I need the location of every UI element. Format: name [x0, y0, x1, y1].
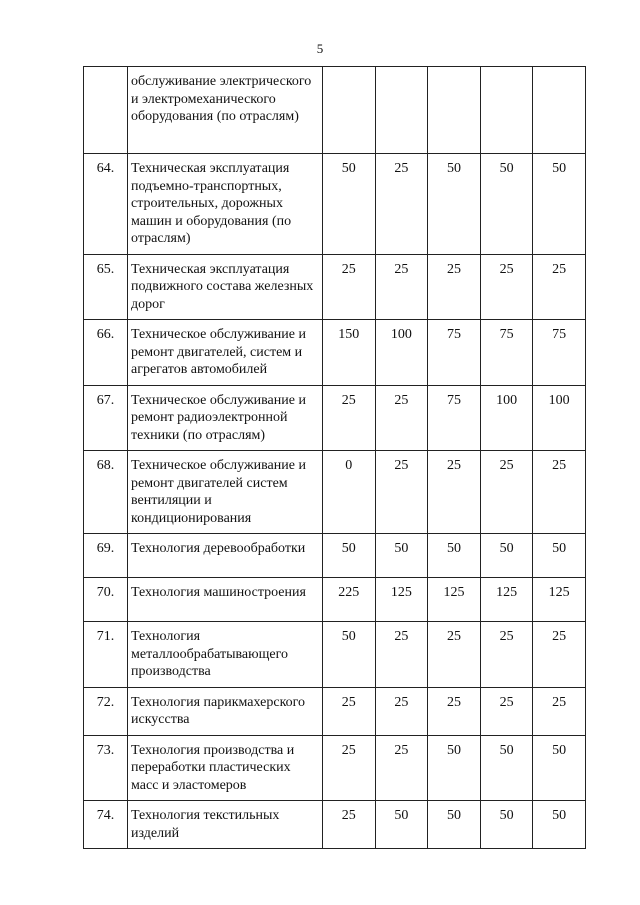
- specialty-name: Техническое обслуживание и ремонт радиоэлектронной техники (по отраслям): [128, 385, 323, 451]
- table-row: [84, 451, 586, 534]
- quota-value-3: 75: [428, 320, 481, 386]
- quota-value-3: 125: [428, 578, 481, 622]
- specialty-name: Техническое обслуживание и ремонт двигателей систем вентиляции и кондиционирования: [128, 451, 323, 534]
- quota-value-3: 50: [428, 154, 481, 255]
- row-number: 68.: [84, 451, 128, 534]
- quota-value-1: 50: [323, 622, 376, 688]
- quota-value-1: 0: [323, 451, 376, 534]
- quota-value-5: [533, 67, 586, 154]
- table-row: [84, 801, 586, 849]
- table-row: [84, 385, 586, 451]
- quota-value-3: 25: [428, 451, 481, 534]
- specialty-name: Технология деревообработки: [128, 534, 323, 578]
- quota-value-2: 50: [375, 801, 428, 849]
- table-row: [84, 735, 586, 801]
- quota-value-4: 50: [480, 735, 533, 801]
- table-body: [84, 67, 586, 849]
- quota-value-2: 25: [375, 451, 428, 534]
- specialty-name: Техническая эксплуатация подъемно-транспортных, строительных, дорожных машин и оборудования (по отраслям): [128, 154, 323, 255]
- quota-value-5: 50: [533, 735, 586, 801]
- quota-value-5: 25: [533, 451, 586, 534]
- row-number: 71.: [84, 622, 128, 688]
- specialty-name: Техническая эксплуатация подвижного состава железных дорог: [128, 254, 323, 320]
- quota-value-1: 50: [323, 534, 376, 578]
- quota-value-2: 25: [375, 735, 428, 801]
- quota-value-1: 25: [323, 801, 376, 849]
- quota-value-3: [428, 67, 481, 154]
- quota-value-4: 50: [480, 154, 533, 255]
- page-number: 5: [316, 41, 324, 56]
- row-number: 70.: [84, 578, 128, 622]
- row-number: 73.: [84, 735, 128, 801]
- quota-value-5: 50: [533, 534, 586, 578]
- row-number: 72.: [84, 687, 128, 735]
- quota-value-5: 25: [533, 254, 586, 320]
- quota-value-5: 125: [533, 578, 586, 622]
- table-row: [84, 254, 586, 320]
- quota-value-5: 100: [533, 385, 586, 451]
- quota-value-3: 50: [428, 735, 481, 801]
- table-row: [84, 154, 586, 255]
- quota-value-1: 225: [323, 578, 376, 622]
- quota-value-1: 25: [323, 254, 376, 320]
- quota-value-4: 125: [480, 578, 533, 622]
- quota-value-2: 25: [375, 687, 428, 735]
- quota-value-5: 50: [533, 801, 586, 849]
- quota-value-5: 25: [533, 622, 586, 688]
- quota-value-1: 25: [323, 385, 376, 451]
- quota-value-5: 50: [533, 154, 586, 255]
- quota-value-1: 25: [323, 735, 376, 801]
- quota-value-3: 25: [428, 254, 481, 320]
- quota-value-5: 75: [533, 320, 586, 386]
- quota-value-5: 25: [533, 687, 586, 735]
- quota-value-1: 150: [323, 320, 376, 386]
- quota-value-3: 50: [428, 534, 481, 578]
- quota-value-2: [375, 67, 428, 154]
- quota-value-4: [480, 67, 533, 154]
- quota-value-2: 25: [375, 254, 428, 320]
- table-row: [84, 67, 586, 154]
- quota-value-1: 25: [323, 687, 376, 735]
- quota-value-4: 100: [480, 385, 533, 451]
- specialty-name: Технология металлообрабатывающего производства: [128, 622, 323, 688]
- row-number: 66.: [84, 320, 128, 386]
- quota-value-1: 50: [323, 154, 376, 255]
- quota-value-4: 50: [480, 801, 533, 849]
- table-row: [84, 687, 586, 735]
- row-number: 65.: [84, 254, 128, 320]
- quota-value-3: 75: [428, 385, 481, 451]
- specialty-name: Технология парикмахерского искусства: [128, 687, 323, 735]
- quota-value-2: 125: [375, 578, 428, 622]
- row-number: 74.: [84, 801, 128, 849]
- quota-value-4: 25: [480, 622, 533, 688]
- quota-value-4: 25: [480, 451, 533, 534]
- table-row: [84, 534, 586, 578]
- specialty-name: обслуживание электрического и электромеханического оборудования (по отраслям): [128, 67, 323, 154]
- row-number: 67.: [84, 385, 128, 451]
- quota-value-4: 25: [480, 254, 533, 320]
- quota-value-1: [323, 67, 376, 154]
- quota-value-4: 50: [480, 534, 533, 578]
- quota-value-2: 50: [375, 534, 428, 578]
- quota-value-2: 25: [375, 622, 428, 688]
- row-number: 69.: [84, 534, 128, 578]
- row-number: [84, 67, 128, 154]
- quota-value-2: 100: [375, 320, 428, 386]
- specialty-name: Технология производства и переработки пластических масс и эластомеров: [128, 735, 323, 801]
- specialty-name: Технология текстильных изделий: [128, 801, 323, 849]
- table-row: [84, 578, 586, 622]
- quota-value-3: 25: [428, 687, 481, 735]
- quota-value-2: 25: [375, 385, 428, 451]
- table-row: [84, 320, 586, 386]
- quota-value-4: 75: [480, 320, 533, 386]
- quota-value-3: 25: [428, 622, 481, 688]
- row-number: 64.: [84, 154, 128, 255]
- quota-value-4: 25: [480, 687, 533, 735]
- quota-value-2: 25: [375, 154, 428, 255]
- table-row: [84, 622, 586, 688]
- specialty-name: Техническое обслуживание и ремонт двигателей, систем и агрегатов автомобилей: [128, 320, 323, 386]
- quota-value-3: 50: [428, 801, 481, 849]
- quota-table: [83, 66, 586, 849]
- specialty-name: Технология машиностроения: [128, 578, 323, 622]
